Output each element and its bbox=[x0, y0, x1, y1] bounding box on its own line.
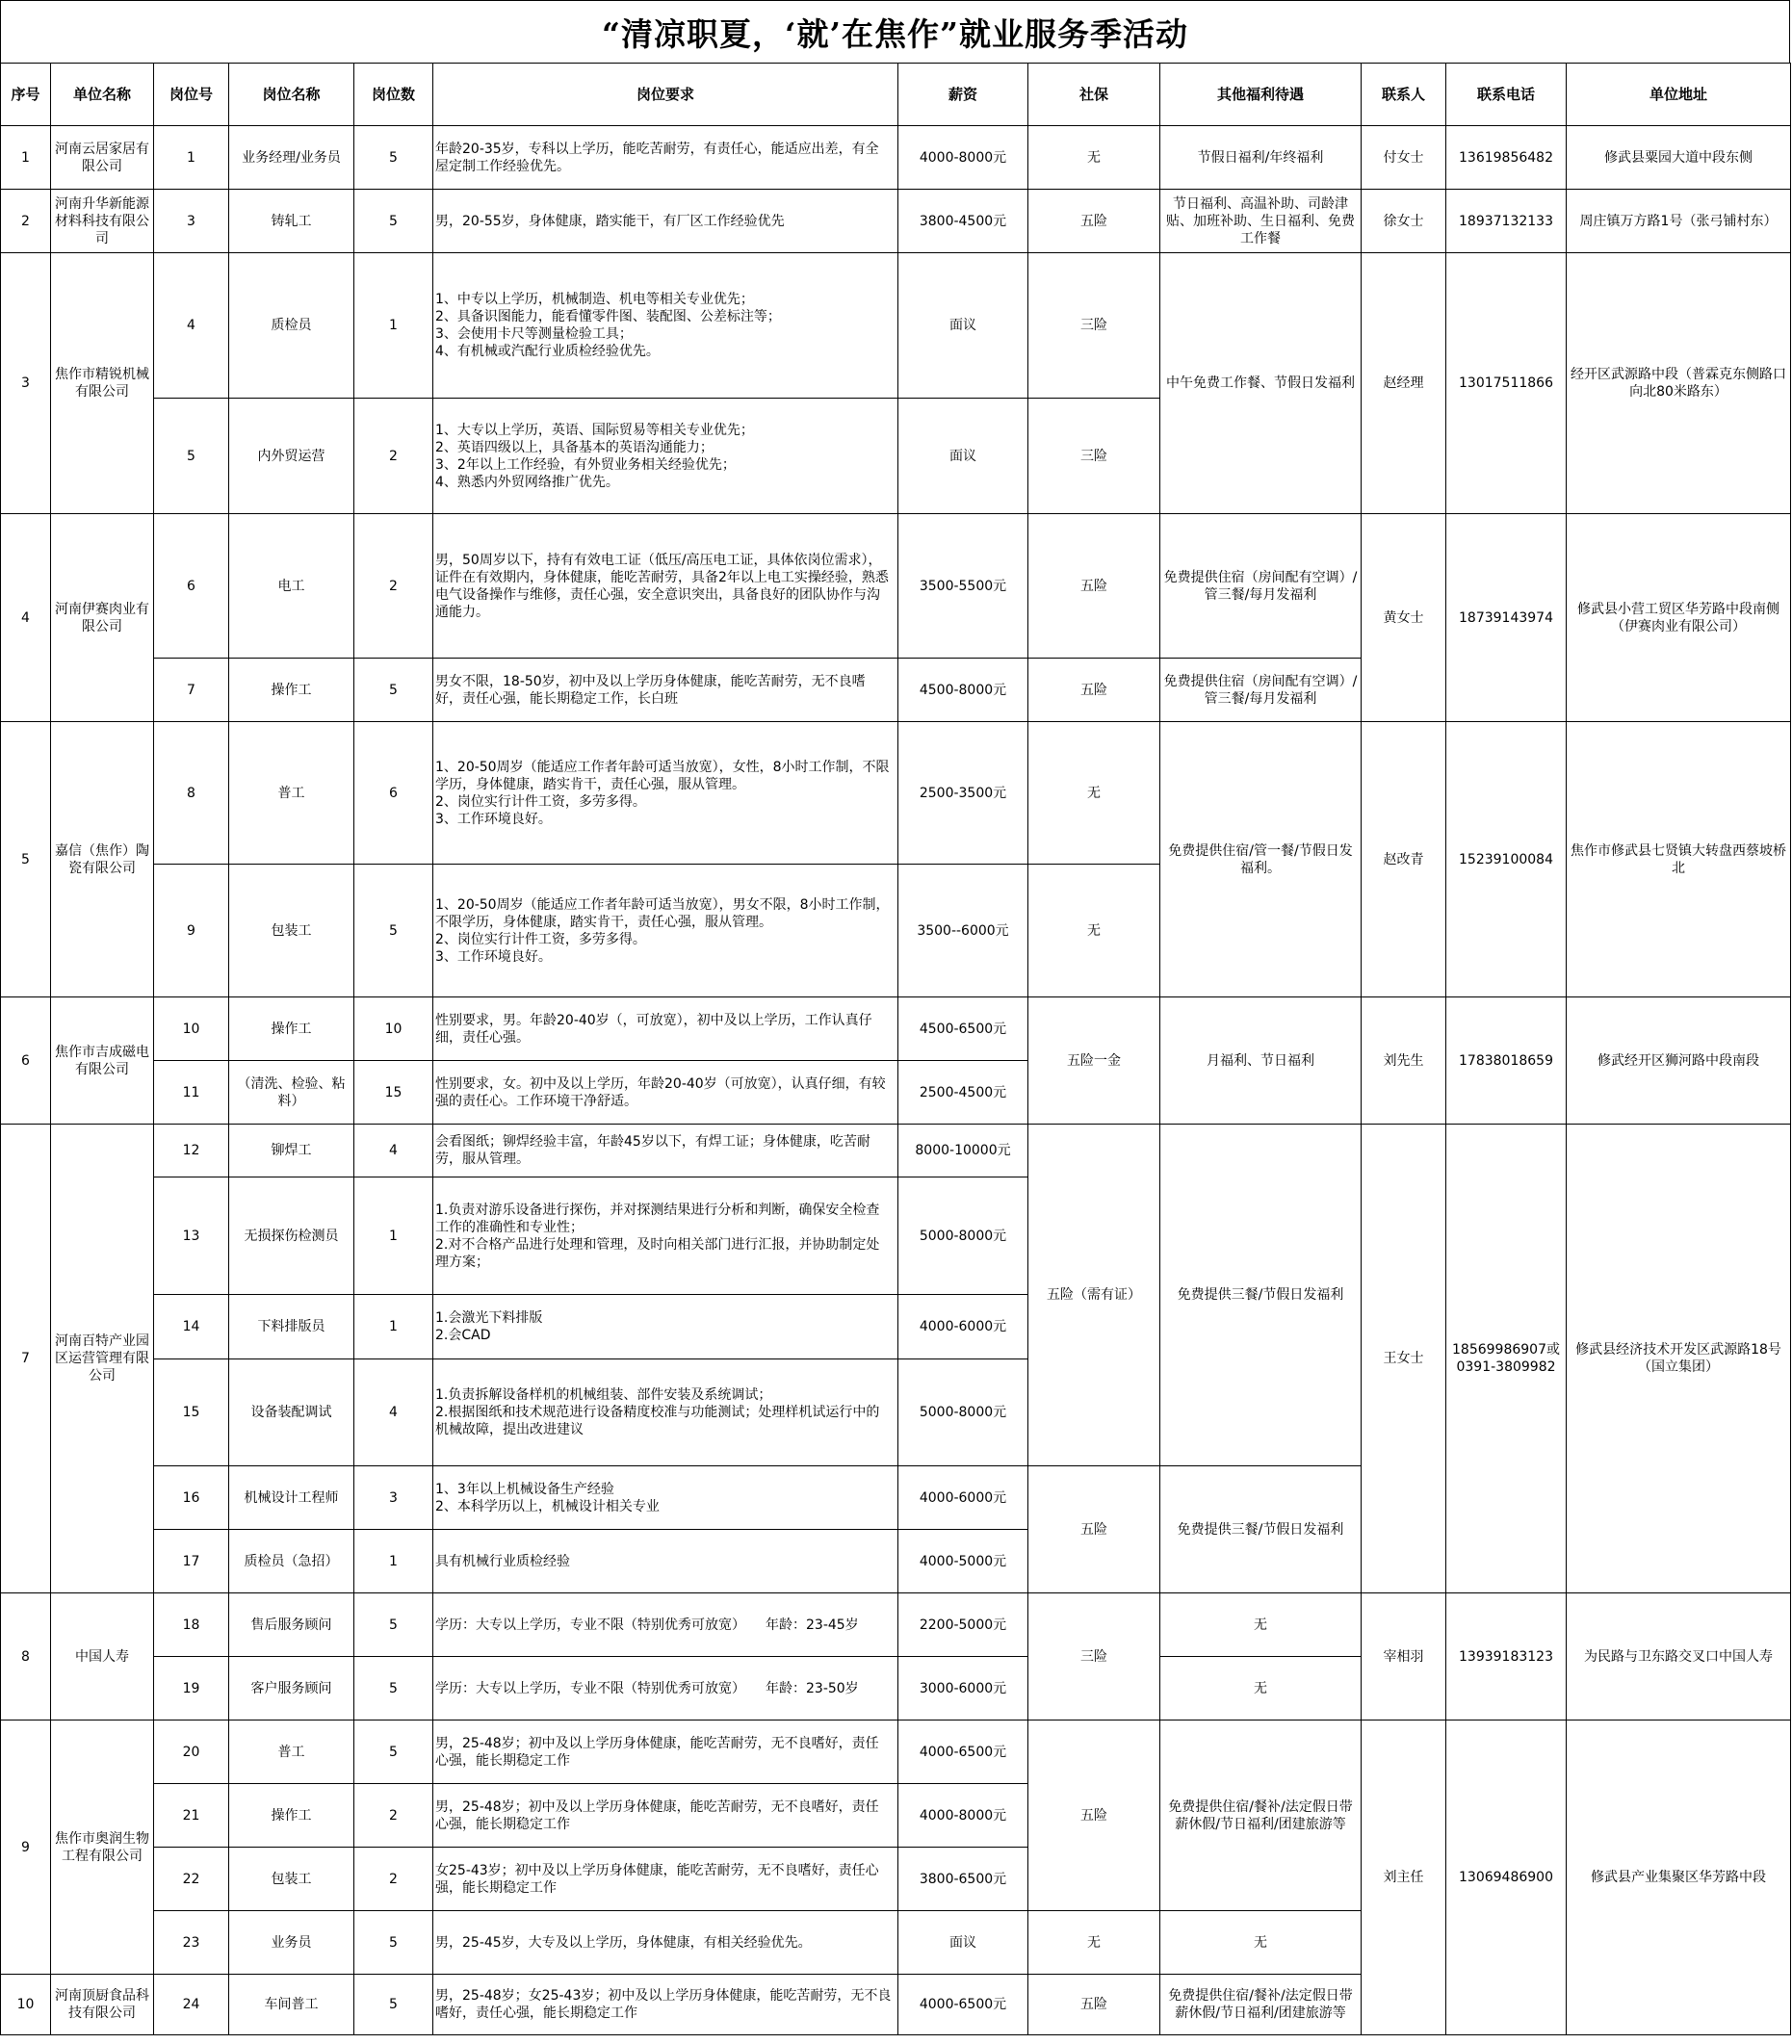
phone-cell: 13069486900 bbox=[1446, 1721, 1567, 2035]
salary-cell: 4500-6500元 bbox=[898, 997, 1028, 1061]
job-no-cell: 24 bbox=[154, 1975, 229, 2035]
header-phone: 联系电话 bbox=[1446, 64, 1567, 126]
social-cell: 三险 bbox=[1028, 253, 1160, 399]
requirement-line: 2、岗位实行计件工资，多劳多得。 bbox=[435, 931, 646, 947]
job-title-cell: 普工 bbox=[229, 722, 354, 865]
requirements-cell bbox=[433, 1359, 898, 1466]
social-cell: 五险一金 bbox=[1028, 997, 1160, 1125]
requirement-line: 3、会使用卡尺等测量检验工具； bbox=[435, 326, 633, 342]
job-title-cell: 车间普工 bbox=[229, 1975, 354, 2035]
address-cell: 修武县经济技术开发区武源路18号 （国立集团） bbox=[1567, 1125, 1791, 1593]
table-row bbox=[1, 126, 1791, 190]
requirement-line: 1.负责对游乐设备进行探伤，并对探测结果进行分析和判断，确保安全检查工作的准确性和专业性； bbox=[435, 1202, 880, 1235]
header-address: 单位地址 bbox=[1567, 64, 1791, 126]
social-cell: 无 bbox=[1028, 1911, 1160, 1975]
social-cell: 五险 bbox=[1028, 659, 1160, 722]
requirement-line: 2.根据图纸和技术规范进行设备精度校准与功能测试；处理样机试运行中的机械故障，提出改进建议 bbox=[435, 1405, 880, 1437]
address-cell: 修武经开区狮河路中段南段 bbox=[1567, 997, 1791, 1125]
job-count-cell: 5 bbox=[354, 1593, 433, 1657]
job-title-cell: 设备装配调试 bbox=[229, 1359, 354, 1466]
job-no-cell: 23 bbox=[154, 1911, 229, 1975]
company-cell: 焦作市奥润生物工程有限公司 bbox=[51, 1721, 154, 1975]
table-row bbox=[1, 190, 1791, 253]
job-title-cell: 操作工 bbox=[229, 1784, 354, 1848]
company-cell: 焦作市精锐机械有限公司 bbox=[51, 253, 154, 514]
requirement-line: 性别要求，女。初中及以上学历，年龄20-40岁（可放宽），认真仔细，有较强的责任心。工作环境干净舒适。 bbox=[435, 1075, 886, 1109]
benefit-cell: 中午免费工作餐、节假日发福利 bbox=[1160, 253, 1362, 514]
benefit-cell: 节假日福利/年终福利 bbox=[1160, 126, 1362, 190]
contact-cell: 刘主任 bbox=[1362, 1721, 1446, 2035]
address-cell: 周庄镇万方路1号（张弓铺村东） bbox=[1567, 190, 1791, 253]
job-count-cell: 2 bbox=[354, 514, 433, 659]
seq-cell: 7 bbox=[1, 1125, 51, 1593]
address-cell: 焦作市修武县七贤镇大转盘西蔡坡桥北 bbox=[1567, 722, 1791, 997]
requirement-line: 会看图纸；铆焊经验丰富，年龄45岁以下，有焊工证；身体健康，吃苦耐劳，服从管理。 bbox=[435, 1134, 870, 1167]
requirements-cell bbox=[433, 253, 898, 399]
requirement-line: 2、英语四级以上，具备基本的英语沟通能力； bbox=[435, 439, 714, 455]
header-requirements: 岗位要求 bbox=[433, 64, 898, 126]
requirements-cell bbox=[433, 1061, 898, 1125]
social-cell: 无 bbox=[1028, 722, 1160, 865]
header-contact: 联系人 bbox=[1362, 64, 1446, 126]
job-count-cell: 5 bbox=[354, 1975, 433, 2035]
job-count-cell: 15 bbox=[354, 1061, 433, 1125]
job-count-cell: 5 bbox=[354, 1721, 433, 1784]
requirements-cell bbox=[433, 865, 898, 997]
requirement-line: 1、20-50周岁（能适应工作者年龄可适当放宽），女性，8小时工作制，不限学历，身体健康，踏实肯干，责任心强，服从管理。 bbox=[435, 759, 890, 792]
seq-cell: 2 bbox=[1, 190, 51, 253]
job-title-cell: 质检员 bbox=[229, 253, 354, 399]
requirements-cell bbox=[433, 997, 898, 1061]
social-cell: 五险 bbox=[1028, 1466, 1160, 1593]
table-row bbox=[1, 722, 1791, 865]
job-no-cell: 11 bbox=[154, 1061, 229, 1125]
company-cell: 河南云居家居有限公司 bbox=[51, 126, 154, 190]
job-title-cell: 铆焊工 bbox=[229, 1125, 354, 1177]
contact-cell: 赵改青 bbox=[1362, 722, 1446, 997]
contact-cell: 宰相羽 bbox=[1362, 1593, 1446, 1721]
header-seq: 序号 bbox=[1, 64, 51, 126]
benefit-cell: 免费提供三餐/节假日发福利 bbox=[1160, 1466, 1362, 1593]
social-cell: 五险 bbox=[1028, 1721, 1160, 1911]
benefit-cell: 无 bbox=[1160, 1593, 1362, 1657]
phone-cell: 18937132133 bbox=[1446, 190, 1567, 253]
requirement-line: 3、2年以上工作经验，有外贸业务相关经验优先； bbox=[435, 456, 736, 473]
table-row bbox=[1, 253, 1791, 399]
job-title-cell: 客户服务顾问 bbox=[229, 1657, 354, 1721]
phone-cell: 13939183123 bbox=[1446, 1593, 1567, 1721]
job-no-cell: 21 bbox=[154, 1784, 229, 1848]
requirement-line: 男，25-48岁；女25-43岁；初中及以上学历身体健康，能吃苦耐劳，无不良嗜好，责任心强，能长期稳定工作 bbox=[435, 1988, 892, 2021]
sheet-title: “清凉职夏，‘就’在焦作”就业服务季活动 bbox=[0, 0, 1790, 63]
job-count-cell: 2 bbox=[354, 399, 433, 514]
requirements-cell bbox=[433, 1530, 898, 1593]
salary-cell: 4000-6500元 bbox=[898, 1721, 1028, 1784]
seq-cell: 8 bbox=[1, 1593, 51, 1721]
requirement-line: 1.会激光下料排版 bbox=[435, 1310, 543, 1326]
address-cell: 为民路与卫东路交叉口中国人寿 bbox=[1567, 1593, 1791, 1721]
salary-cell: 8000-10000元 bbox=[898, 1125, 1028, 1177]
job-count-cell: 5 bbox=[354, 1657, 433, 1721]
requirement-line: 男，25-45岁，大专及以上学历，身体健康，有相关经验优先。 bbox=[435, 1934, 812, 1951]
job-title-cell: 包装工 bbox=[229, 1848, 354, 1911]
salary-cell: 4000-6500元 bbox=[898, 1975, 1028, 2035]
salary-cell: 4000-5000元 bbox=[898, 1530, 1028, 1593]
salary-cell: 面议 bbox=[898, 399, 1028, 514]
company-cell: 中国人寿 bbox=[51, 1593, 154, 1721]
job-count-cell: 2 bbox=[354, 1848, 433, 1911]
job-count-cell: 4 bbox=[354, 1125, 433, 1177]
job-title-cell: 业务经理/业务员 bbox=[229, 126, 354, 190]
salary-cell: 2500-3500元 bbox=[898, 722, 1028, 865]
job-title-cell: 机械设计工程师 bbox=[229, 1466, 354, 1530]
salary-cell: 面议 bbox=[898, 253, 1028, 399]
requirements-cell bbox=[433, 1125, 898, 1177]
requirement-line: 男，25-48岁；初中及以上学历身体健康，能吃苦耐劳，无不良嗜好，责任心强，能长期稳定工作 bbox=[435, 1798, 879, 1832]
requirement-line: 男，50周岁以下，持有有效电工证（低压/高压电工证，具体依岗位需求），证件在有效期内，身体健康，能吃苦耐劳，具备2年以上电工实操经验，熟悉电气设备操作与维修，责任心强，安全意识突出，具备良好的团队协作与沟通能力。 bbox=[435, 552, 889, 620]
requirements-cell bbox=[433, 722, 898, 865]
requirement-line: 性别要求，男。年龄20-40岁（，可放宽），初中及以上学历，工作认真仔细，责任心强。 bbox=[435, 1012, 872, 1046]
job-no-cell: 16 bbox=[154, 1466, 229, 1530]
phone-cell: 13619856482 bbox=[1446, 126, 1567, 190]
salary-cell: 3800-4500元 bbox=[898, 190, 1028, 253]
requirements-cell bbox=[433, 514, 898, 659]
requirement-line: 1、大专以上学历，英语、国际贸易等相关专业优先； bbox=[435, 422, 754, 438]
salary-cell: 3500-5500元 bbox=[898, 514, 1028, 659]
benefit-cell: 无 bbox=[1160, 1657, 1362, 1721]
company-cell: 河南百特产业园区运营管理有限公司 bbox=[51, 1125, 154, 1593]
header-social: 社保 bbox=[1028, 64, 1160, 126]
seq-cell: 3 bbox=[1, 253, 51, 514]
job-title-cell: （清洗、检验、粘料） bbox=[229, 1061, 354, 1125]
requirement-line: 男女不限，18-50岁，初中及以上学历身体健康，能吃苦耐劳，无不良嗜好，责任心强，能长期稳定工作，长白班 bbox=[435, 673, 866, 707]
requirements-cell bbox=[433, 1295, 898, 1359]
job-count-cell: 1 bbox=[354, 253, 433, 399]
benefit-cell: 免费提供住宿（房间配有空调）/管三餐/每月发福利 bbox=[1160, 514, 1362, 659]
job-no-cell: 4 bbox=[154, 253, 229, 399]
job-count-cell: 5 bbox=[354, 1911, 433, 1975]
job-no-cell: 5 bbox=[154, 399, 229, 514]
salary-cell: 4000-6000元 bbox=[898, 1466, 1028, 1530]
job-no-cell: 7 bbox=[154, 659, 229, 722]
requirements-cell bbox=[433, 659, 898, 722]
contact-cell: 刘先生 bbox=[1362, 997, 1446, 1125]
job-no-cell: 20 bbox=[154, 1721, 229, 1784]
address-cell: 修武县小营工贸区华芳路中段南侧（伊赛肉业有限公司） bbox=[1567, 514, 1791, 722]
salary-cell: 2200-5000元 bbox=[898, 1593, 1028, 1657]
job-count-cell: 5 bbox=[354, 190, 433, 253]
job-no-cell: 18 bbox=[154, 1593, 229, 1657]
job-count-cell: 6 bbox=[354, 722, 433, 865]
requirement-line: 4、有机械或汽配行业质检经验优先。 bbox=[435, 344, 660, 359]
seq-cell: 9 bbox=[1, 1721, 51, 1975]
requirements-cell bbox=[433, 1593, 898, 1657]
salary-cell: 4500-8000元 bbox=[898, 659, 1028, 722]
benefit-cell: 无 bbox=[1160, 1911, 1362, 1975]
table-row bbox=[1, 1593, 1791, 1657]
job-title-cell: 铸轧工 bbox=[229, 190, 354, 253]
benefit-cell: 免费提供住宿（房间配有空调）/管三餐/每月发福利 bbox=[1160, 659, 1362, 722]
job-count-cell: 2 bbox=[354, 1784, 433, 1848]
table-row bbox=[1, 997, 1791, 1061]
salary-cell: 4000-8000元 bbox=[898, 1784, 1028, 1848]
job-no-cell: 13 bbox=[154, 1177, 229, 1295]
seq-cell: 10 bbox=[1, 1975, 51, 2035]
requirement-line: 4、熟悉内外贸网络推广优先。 bbox=[435, 474, 619, 490]
table-row bbox=[1, 514, 1791, 659]
job-title-cell: 业务员 bbox=[229, 1911, 354, 1975]
address-cell: 修武县产业集聚区华芳路中段 bbox=[1567, 1721, 1791, 2035]
salary-cell: 5000-8000元 bbox=[898, 1177, 1028, 1295]
header-job-title: 岗位名称 bbox=[229, 64, 354, 126]
social-cell: 三险 bbox=[1028, 1593, 1160, 1721]
job-table bbox=[0, 63, 1791, 2035]
requirements-cell bbox=[433, 1466, 898, 1530]
company-cell: 河南伊赛肉业有限公司 bbox=[51, 514, 154, 722]
contact-cell: 黄女士 bbox=[1362, 514, 1446, 722]
job-title-cell: 内外贸运营 bbox=[229, 399, 354, 514]
benefit-cell: 月福利、节日福利 bbox=[1160, 997, 1362, 1125]
salary-cell: 5000-8000元 bbox=[898, 1359, 1028, 1466]
requirement-line: 2.会CAD bbox=[435, 1328, 491, 1343]
company-cell: 嘉信（焦作）陶瓷有限公司 bbox=[51, 722, 154, 997]
requirements-cell bbox=[433, 1975, 898, 2035]
job-no-cell: 17 bbox=[154, 1530, 229, 1593]
salary-cell: 面议 bbox=[898, 1911, 1028, 1975]
job-title-cell: 下料排版员 bbox=[229, 1295, 354, 1359]
benefit-cell: 免费提供住宿/餐补/法定假日带薪休假/节日福利/团建旅游等 bbox=[1160, 1721, 1362, 1911]
requirement-line: 3、工作环境良好。 bbox=[435, 811, 552, 827]
job-no-cell: 14 bbox=[154, 1295, 229, 1359]
requirements-cell bbox=[433, 1657, 898, 1721]
job-no-cell: 1 bbox=[154, 126, 229, 190]
job-no-cell: 22 bbox=[154, 1848, 229, 1911]
benefit-cell: 免费提供住宿/餐补/法定假日带薪休假/节日福利/团建旅游等 bbox=[1160, 1975, 1362, 2035]
job-count-cell: 5 bbox=[354, 865, 433, 997]
company-cell: 河南顶厨食品科技有限公司 bbox=[51, 1975, 154, 2035]
job-no-cell: 9 bbox=[154, 865, 229, 997]
job-count-cell: 5 bbox=[354, 126, 433, 190]
contact-cell: 付女士 bbox=[1362, 126, 1446, 190]
requirement-line: 具有机械行业质检经验 bbox=[435, 1553, 570, 1569]
benefit-cell: 节日福利、高温补助、司龄津贴、加班补助、生日福利、免费工作餐 bbox=[1160, 190, 1362, 253]
job-no-cell: 10 bbox=[154, 997, 229, 1061]
requirement-line: 3、工作环境良好。 bbox=[435, 948, 552, 965]
requirements-cell bbox=[433, 1721, 898, 1784]
requirement-line: 学历：大专以上学历，专业不限（特别优秀可放宽） 年龄：23-50岁 bbox=[435, 1680, 859, 1696]
seq-cell: 6 bbox=[1, 997, 51, 1125]
requirement-line: 1、3年以上机械设备生产经验 bbox=[435, 1481, 614, 1497]
job-count-cell: 1 bbox=[354, 1177, 433, 1295]
job-count-cell: 5 bbox=[354, 659, 433, 722]
requirement-line: 1.负责拆解设备样机的机械组装、部件安装及系统调试； bbox=[435, 1387, 772, 1403]
job-no-cell: 15 bbox=[154, 1359, 229, 1466]
requirement-line: 年龄20-35岁，专科以上学历，能吃苦耐劳，有责任心，能适应出差，有全屋定制工作经验优先。 bbox=[435, 141, 879, 174]
seq-cell: 4 bbox=[1, 514, 51, 722]
seq-cell: 1 bbox=[1, 126, 51, 190]
requirements-cell bbox=[433, 1848, 898, 1911]
requirement-line: 2、本科学历以上，机械设计相关专业 bbox=[435, 1498, 660, 1514]
job-count-cell: 1 bbox=[354, 1530, 433, 1593]
seq-cell: 5 bbox=[1, 722, 51, 997]
job-count-cell: 3 bbox=[354, 1466, 433, 1530]
requirements-cell bbox=[433, 190, 898, 253]
requirement-line: 男，25-48岁；初中及以上学历身体健康，能吃苦耐劳，无不良嗜好，责任心强，能长期稳定工作 bbox=[435, 1735, 879, 1769]
contact-cell: 赵经理 bbox=[1362, 253, 1446, 514]
header-salary: 薪资 bbox=[898, 64, 1028, 126]
requirement-line: 学历：大专以上学历，专业不限（特别优秀可放宽） 年龄：23-45岁 bbox=[435, 1617, 859, 1633]
requirement-line: 2、具备识图能力，能看懂零件图、装配图、公差标注等； bbox=[435, 309, 781, 324]
phone-cell: 17838018659 bbox=[1446, 997, 1567, 1125]
social-cell: 五险（需有证） bbox=[1028, 1125, 1160, 1466]
requirement-line: 男，20-55岁，身体健康，踏实能干，有厂区工作经验优先 bbox=[435, 213, 785, 229]
requirement-line: 1、中专以上学历，机械制造、机电等相关专业优先； bbox=[435, 292, 754, 307]
salary-cell: 4000-8000元 bbox=[898, 126, 1028, 190]
job-title-cell: 电工 bbox=[229, 514, 354, 659]
requirement-line: 女25-43岁；初中及以上学历身体健康，能吃苦耐劳，无不良嗜好，责任心强，能长期稳定工作 bbox=[435, 1862, 879, 1896]
job-title-cell: 无损探伤检测员 bbox=[229, 1177, 354, 1295]
header-row bbox=[1, 64, 1791, 126]
job-count-cell: 1 bbox=[354, 1295, 433, 1359]
social-cell: 五险 bbox=[1028, 514, 1160, 659]
social-cell: 五险 bbox=[1028, 1975, 1160, 2035]
salary-cell: 3000-6000元 bbox=[898, 1657, 1028, 1721]
requirements-cell bbox=[433, 126, 898, 190]
benefit-cell: 免费提供三餐/节假日发福利 bbox=[1160, 1125, 1362, 1466]
table-row bbox=[1, 1721, 1791, 1784]
salary-cell: 2500-4500元 bbox=[898, 1061, 1028, 1125]
company-cell: 河南升华新能源材料科技有限公司 bbox=[51, 190, 154, 253]
social-cell: 三险 bbox=[1028, 399, 1160, 514]
job-title-cell: 售后服务顾问 bbox=[229, 1593, 354, 1657]
phone-cell: 15239100084 bbox=[1446, 722, 1567, 997]
job-count-cell: 10 bbox=[354, 997, 433, 1061]
social-cell: 无 bbox=[1028, 865, 1160, 997]
contact-cell: 王女士 bbox=[1362, 1125, 1446, 1593]
job-no-cell: 19 bbox=[154, 1657, 229, 1721]
phone-cell: 13017511866 bbox=[1446, 253, 1567, 514]
job-title-cell: 操作工 bbox=[229, 997, 354, 1061]
requirements-cell bbox=[433, 399, 898, 514]
table-row bbox=[1, 1125, 1791, 1177]
requirement-line: 1、20-50周岁（能适应工作者年龄可适当放宽），男女不限，8小时工作制，不限学历，身体健康，踏实肯干，责任心强，服从管理。 bbox=[435, 896, 890, 930]
salary-cell: 3800-6500元 bbox=[898, 1848, 1028, 1911]
job-title-cell: 包装工 bbox=[229, 865, 354, 997]
job-title-cell: 质检员（急招） bbox=[229, 1530, 354, 1593]
job-no-cell: 12 bbox=[154, 1125, 229, 1177]
requirements-cell bbox=[433, 1177, 898, 1295]
job-title-cell: 普工 bbox=[229, 1721, 354, 1784]
salary-cell: 4000-6000元 bbox=[898, 1295, 1028, 1359]
contact-cell: 徐女士 bbox=[1362, 190, 1446, 253]
header-job-no: 岗位号 bbox=[154, 64, 229, 126]
phone-cell: 18739143974 bbox=[1446, 514, 1567, 722]
header-benefits: 其他福利待遇 bbox=[1160, 64, 1362, 126]
phone-cell: 18569986907或0391-3809982 bbox=[1446, 1125, 1567, 1593]
header-job-count: 岗位数 bbox=[354, 64, 433, 126]
salary-cell: 3500--6000元 bbox=[898, 865, 1028, 997]
job-no-cell: 8 bbox=[154, 722, 229, 865]
job-no-cell: 3 bbox=[154, 190, 229, 253]
job-title-cell: 操作工 bbox=[229, 659, 354, 722]
company-cell: 焦作市吉成磁电有限公司 bbox=[51, 997, 154, 1125]
job-count-cell: 4 bbox=[354, 1359, 433, 1466]
requirement-line: 2.对不合格产品进行处理和管理，及时向相关部门进行汇报，并协助制定处理方案； bbox=[435, 1236, 880, 1270]
benefit-cell: 免费提供住宿/管一餐/节假日发福利。 bbox=[1160, 722, 1362, 997]
address-cell: 修武县粟园大道中段东侧 bbox=[1567, 126, 1791, 190]
requirements-cell bbox=[433, 1784, 898, 1848]
job-no-cell: 6 bbox=[154, 514, 229, 659]
requirements-cell bbox=[433, 1911, 898, 1975]
requirement-line: 2、岗位实行计件工资，多劳多得。 bbox=[435, 793, 646, 810]
social-cell: 五险 bbox=[1028, 190, 1160, 253]
address-cell: 经开区武源路中段（普霖克东侧路口向北80米路东） bbox=[1567, 253, 1791, 514]
social-cell: 无 bbox=[1028, 126, 1160, 190]
header-company: 单位名称 bbox=[51, 64, 154, 126]
